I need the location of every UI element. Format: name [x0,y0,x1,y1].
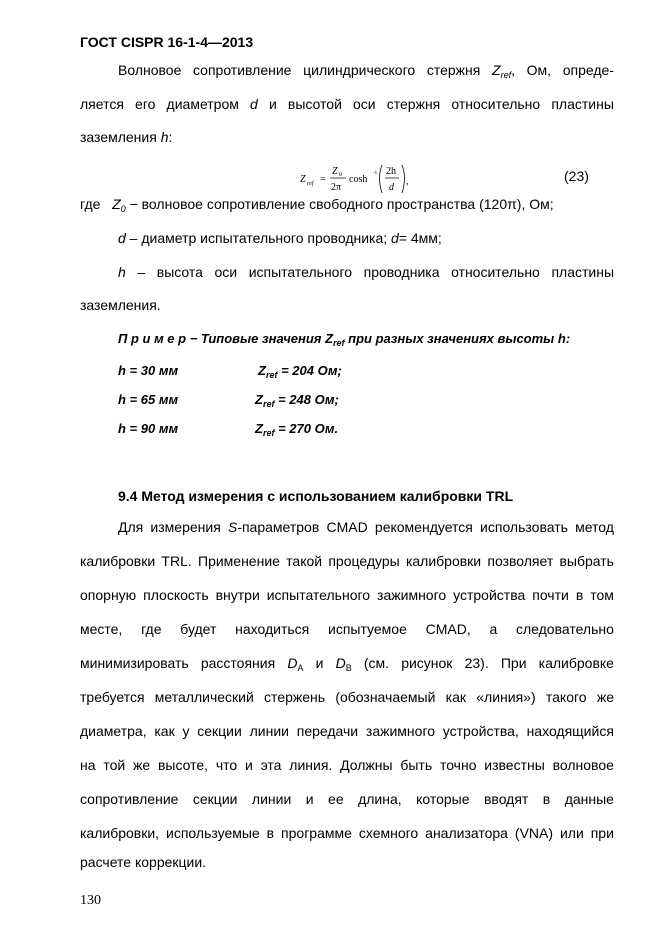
para2-line: Для измерения S-параметров CMAD рекомендуется использовать метод [118,519,614,535]
svg-text:-1: -1 [373,171,378,176]
para2-line: требуется металлический стержень (обозначаемый как «линия») такого же [80,689,614,705]
svg-text:2h: 2h [386,166,396,177]
example-row-z: $Z_{ref} = 248$ Ом; [255,392,339,409]
example-row-z: $Z_{ref} = 270$ Ом. [255,421,339,438]
example-row-z: $Z_{ref} = 204$ Ом; [258,363,342,380]
equation-number: (23) [564,168,589,184]
para2-line: на той же высоте, что и эта линия. Должны быть точно известны волновое [80,757,614,773]
svg-text:ref: ref [307,181,314,187]
para2-line: опорную плоскость внутри испытательного зажимного устройства почти в том [80,587,614,603]
standard-header: ГОСТ CISPR 16-1-4—2013 [80,34,254,50]
para2-last-line: расчете коррекции. [80,854,207,870]
example-heading: П р и м е р − Типовые значения $Z_{ref}$ при разных значениях высоты h: [118,331,571,348]
svg-text:,: , [406,176,409,187]
para2-line: сопротивление секции линии и ее длина, которые вводят в данные [80,791,614,807]
formula-graphic [300,158,420,198]
para2-line: минимизировать расстояния $D_A$ и $D_B$ (см. рисунок 23). При калибровке [80,655,614,673]
para2-line: месте, где будет находиться испытуемое CMAD, а следовательно [80,621,614,637]
example-row-h: h = 30 мм [118,363,179,378]
svg-text:d: d [389,182,394,193]
svg-text:=: = [320,174,326,185]
svg-text:Z: Z [300,174,306,185]
where-z0-line: где $Z_0$ − волновое сопротивление свободного пространства (120π), Ом; [80,196,554,214]
page-number: 130 [80,893,101,908]
para1-line3: заземления h: [80,129,173,145]
formula-23 [300,158,420,198]
where-d-line: d – диаметр испытательного проводника; d= 4мм; [118,230,442,246]
para2-line: калибровки, используемые в программе схемного анализатора (VNA) или при [80,825,614,841]
para2-line: диаметра, как у секции линии передачи зажимного устройства, находящийся [80,723,614,739]
para1-line1: Волновое сопротивление цилиндрического стержня $Z_{ref}$, Ом, опреде- [118,62,614,80]
section-heading: 9.4 Метод измерения с использованием калибровки TRL [118,488,514,504]
where-h-line2: заземления. [80,297,161,313]
example-row-h: h = 65 мм [118,392,179,407]
svg-text:0: 0 [339,172,342,178]
svg-text:Z: Z [332,166,338,177]
example-row-h: h = 90 мм [118,421,179,436]
svg-text:2π: 2π [331,182,342,193]
zref-symbol: Z [492,62,501,78]
svg-text:cosh: cosh [349,174,368,185]
where-h-line1: h – высота оси испытательного проводника относительно пластины [118,264,614,280]
para2-line: калибровки TRL. Применение такой процедуры калибровки позволяет выбрать [80,553,614,569]
para1-line2: ляется его диаметром d и высотой оси стержня относительно пластины [80,96,614,112]
